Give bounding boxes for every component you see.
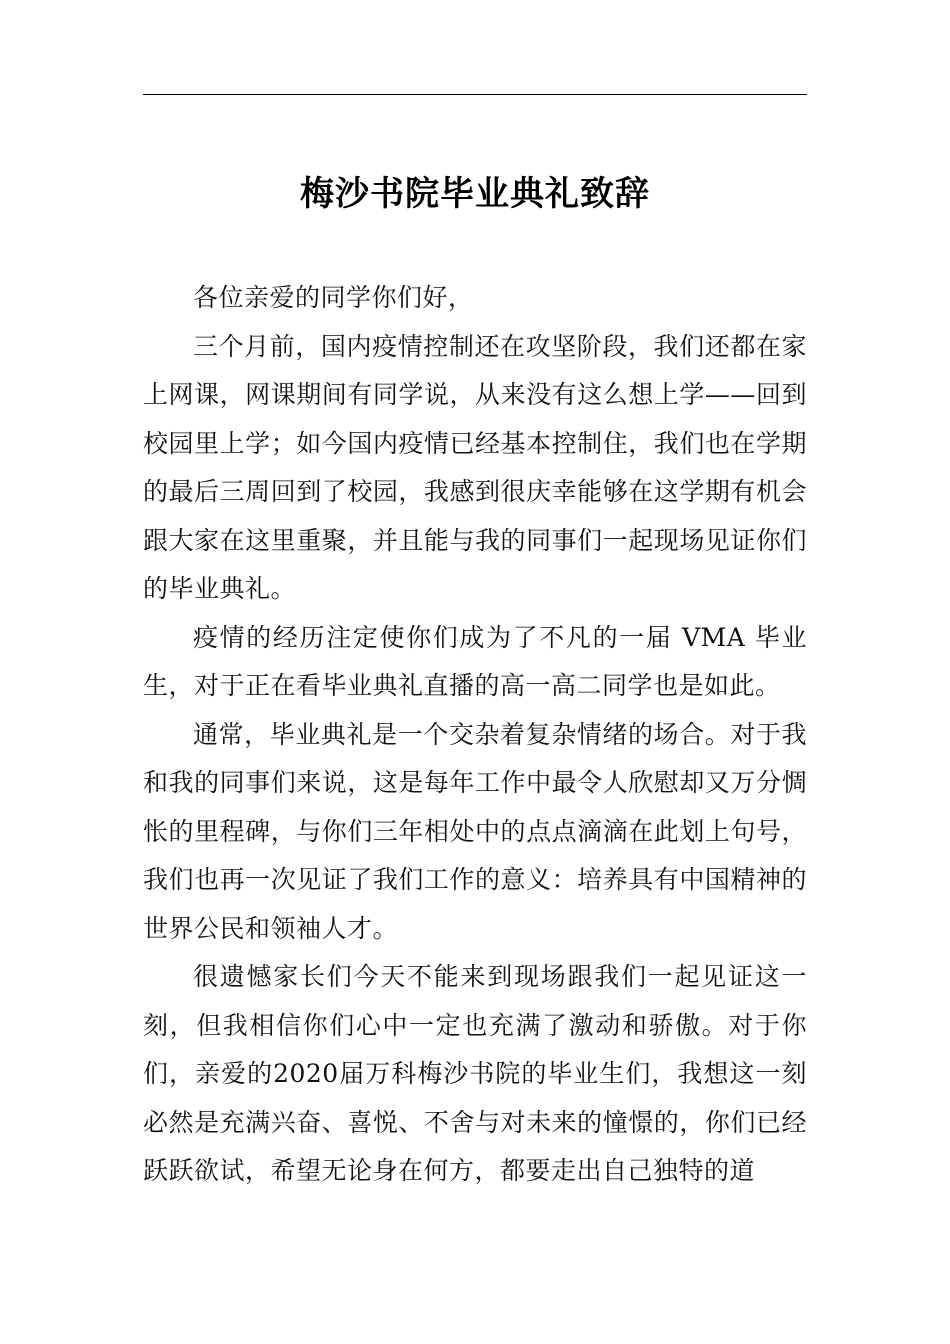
paragraph-3: 疫情的经历注定使你们成为了不凡的一届 VMA 毕业生，对于正在看毕业典礼直播的高一高二同学也是如此。 <box>143 622 807 700</box>
document-title: 梅沙书院毕业典礼致辞 <box>300 174 650 214</box>
paragraph-greeting: 各位亲爱的同学你们好， <box>193 283 474 312</box>
paragraph-4: 通常，毕业典礼是一个交杂着复杂情绪的场合。对于我和我的同事们来说，这是每年工作中最令人欣慰却又万分惆怅的里程碑，与你们三年相处中的点点滴滴在此划上句号，我们也再一次见证了我们工作的意义：培养具有中国精神的世界公民和领袖人才。 <box>143 719 807 943</box>
header-divider <box>143 94 807 95</box>
document-body <box>143 274 807 1196</box>
paragraph-2: 三个月前，国内疫情控制还在攻坚阶段，我们还都在家上网课，网课期间有同学说，从来没有这么想上学——回到校园里上学；如今国内疫情已经基本控制住，我们也在学期的最后三周回到了校园，我感到很庆幸能够在这学期有机会跟大家在这里重聚，并且能与我的同事们一起现场见证你们的毕业典礼。 <box>143 331 807 603</box>
paragraph-5: 很遗憾家长们今天不能来到现场跟我们一起见证这一刻，但我相信你们心中一定也充满了激动和骄傲。对于你们，亲爱的2020届万科梅沙书院的毕业生们，我想这一刻必然是充满兴奋、喜悦、不舍与对未来的憧憬的，你们已经跃跃欲试，希望无论身在何方，都要走出自己独特的道 <box>143 962 807 1185</box>
